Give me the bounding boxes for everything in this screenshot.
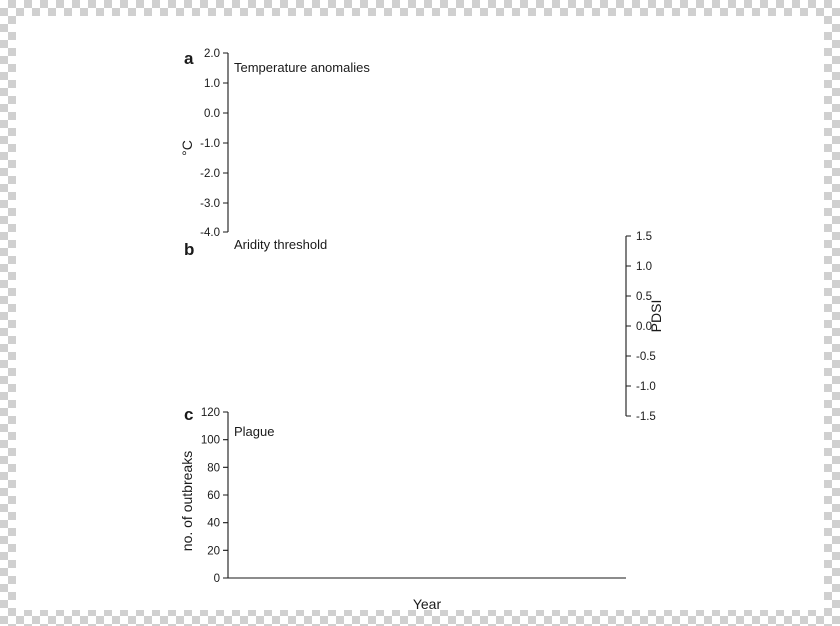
panel-c-tick-5: 20 xyxy=(207,545,220,558)
panel-a-title: Temperature anomalies xyxy=(234,60,370,75)
panel-c-y-ticks xyxy=(201,407,228,585)
panel-b-tag: b xyxy=(184,240,195,259)
panel-a-tick-5: -3.0 xyxy=(200,198,220,210)
panel-b-y-ticks xyxy=(626,231,656,423)
panel-b-tick-6: -1.5 xyxy=(636,411,656,423)
panel-a-tick-3: -1.0 xyxy=(200,138,220,150)
panel-a-tick-6: -4.0 xyxy=(200,227,220,239)
panel-c-tick-3: 60 xyxy=(207,490,220,502)
panel-c-tag: c xyxy=(184,405,194,424)
panel-b-tick-2: 0.5 xyxy=(636,291,652,303)
panel-a-tick-1: 1.0 xyxy=(204,78,220,90)
panel-b-tick-0: 1.5 xyxy=(636,231,652,243)
panel-b-y-axis-title: PDSI xyxy=(648,299,664,333)
panel-a-tick-0: 2.0 xyxy=(204,48,220,60)
multi-panel-climate-plague-chart xyxy=(16,16,824,610)
panel-a-y-axis-title: °C xyxy=(179,140,195,156)
x-axis-title: Year xyxy=(412,596,442,610)
panel-c xyxy=(179,405,626,610)
panel-b-title: Aridity threshold xyxy=(234,237,328,252)
panel-b-tick-3: 0.0 xyxy=(636,321,652,333)
panel-b-tick-4: -0.5 xyxy=(636,351,656,363)
panel-a-tick-4: -2.0 xyxy=(200,168,220,180)
panel-c-tick-6: 0 xyxy=(213,573,220,585)
panel-b-tick-5: -1.0 xyxy=(636,381,656,393)
panel-c-tick-0: 120 xyxy=(200,407,220,419)
panel-c-title: Plague xyxy=(234,424,275,439)
panel-c-tick-4: 40 xyxy=(207,517,220,530)
panel-b xyxy=(184,231,664,423)
panel-a-tick-2: 0.0 xyxy=(204,108,220,120)
figure-panel xyxy=(16,16,824,610)
panel-c-tick-2: 80 xyxy=(207,462,220,475)
panel-a-tag: a xyxy=(184,49,194,68)
panel-c-tick-1: 100 xyxy=(200,434,220,447)
panel-a xyxy=(179,48,370,239)
panel-b-tick-1: 1.0 xyxy=(636,261,652,273)
panel-c-y-axis-title: no. of outbreaks xyxy=(179,450,195,552)
panel-a-y-ticks xyxy=(200,48,228,239)
